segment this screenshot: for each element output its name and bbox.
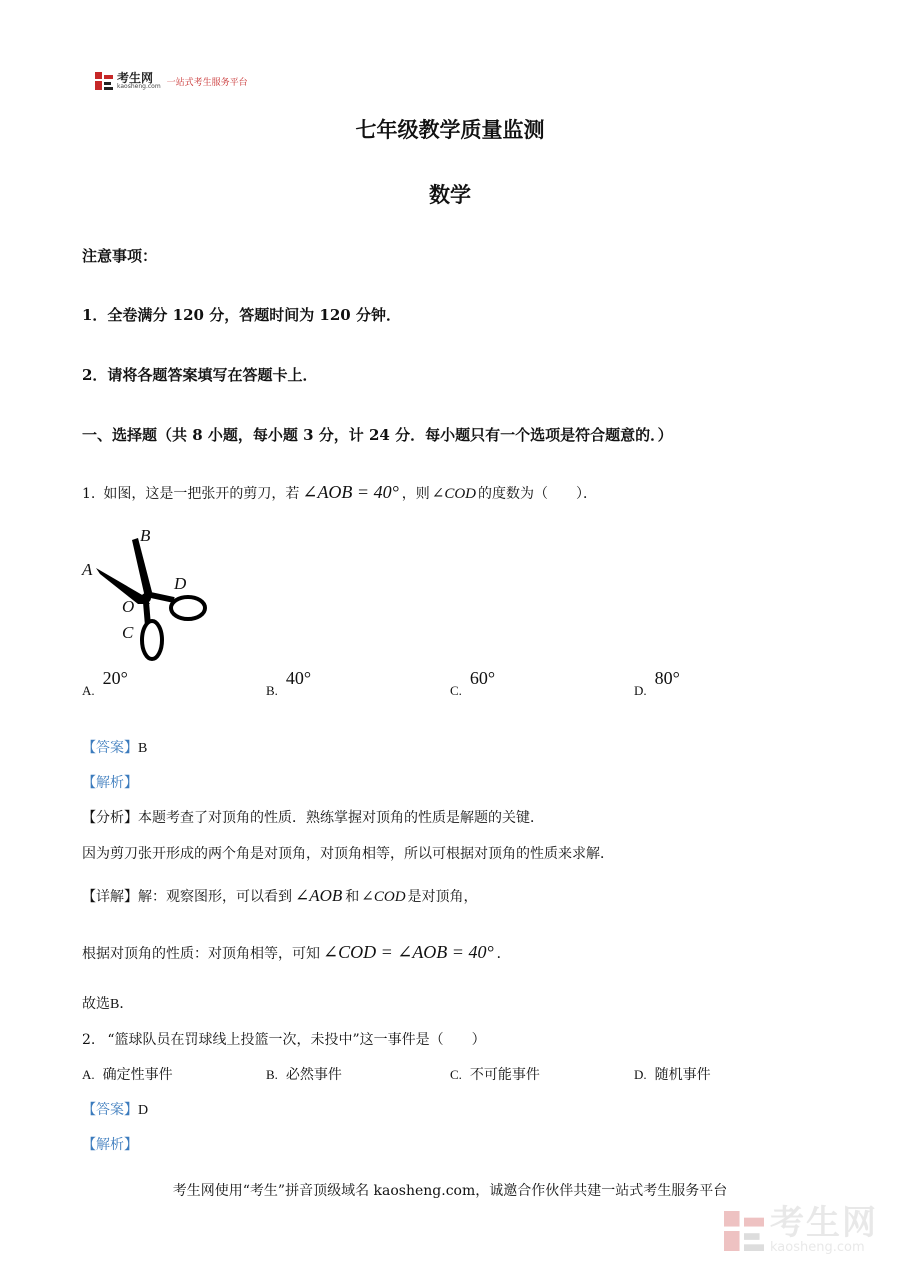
option-letter: A. (82, 683, 95, 698)
option-text: 随机事件 (654, 1067, 711, 1083)
watermark-name: 考生网 (770, 1203, 878, 1243)
option-letter: C. (450, 1067, 462, 1082)
label-o: O (122, 597, 135, 616)
q2-option-d (634, 1064, 711, 1084)
option-value: 40° (285, 668, 312, 688)
conclusion-letter: B (110, 997, 120, 1012)
notes-item-2: 2．请将各题答案填写在答题卡上． (82, 366, 318, 384)
detail-tag: 【详解】 (82, 889, 138, 905)
question-1 (82, 482, 597, 503)
option-text: 必然事件 (285, 1067, 342, 1083)
q1-conclusion (82, 993, 133, 1013)
label-a: A (82, 560, 93, 579)
angle-aob: ∠AOB (295, 886, 343, 905)
subject-title: 数学 (429, 182, 471, 207)
answer-tag: 【答案】 (82, 1102, 138, 1118)
question-text: ，则 (401, 486, 430, 502)
property-text: 根据对顶角的性质：对顶角相等，可知 (82, 946, 320, 962)
scissors-figure (78, 522, 218, 667)
option-value: 60° (469, 668, 496, 688)
detail-text: 解：观察图形，可以看到 (138, 889, 292, 905)
label-d: D (174, 574, 187, 593)
q1-reason: 因为剪刀张开形成的两个角是对顶角，对顶角相等，所以可根据对顶角的性质来求解． (82, 846, 614, 862)
property-end: ． (496, 946, 511, 962)
angle-aob-equation: ∠AOB = 40° (302, 482, 399, 502)
notes-item-1: 1．全卷满分 120 分，答题时间为 120 分钟． (82, 306, 401, 324)
q1-option-a (82, 668, 128, 699)
detail-text: 和 (345, 889, 360, 905)
option-letter: B. (266, 683, 278, 698)
label-c: C (122, 623, 134, 642)
option-letter: D. (634, 1067, 647, 1082)
question-number: 2. (82, 1032, 96, 1048)
option-value: 80° (654, 668, 680, 688)
q1-fenxi (82, 807, 544, 827)
question-2 (82, 1029, 486, 1049)
answer-value: D (138, 1103, 149, 1118)
q1-answer (82, 737, 147, 757)
question-number: 1. (82, 486, 96, 502)
logo-domain: kaosheng.com (117, 83, 161, 90)
q1-property (82, 942, 511, 963)
question-text: 的度数为（ ）． (478, 486, 598, 502)
notes-heading: 注意事项： (82, 247, 158, 265)
option-letter: A. (82, 1067, 95, 1082)
watermark (724, 1203, 878, 1255)
q1-detail (82, 886, 478, 906)
property-equation: ∠COD = ∠AOB = 40° (323, 942, 494, 962)
question-text: “篮球队员在罚球线上投篮一次，未投中”这一事件是（ ） (107, 1032, 486, 1048)
watermark-domain: kaosheng.com (770, 1240, 865, 1255)
q2-option-a (82, 1064, 173, 1084)
option-value: 20° (102, 668, 128, 688)
answer-tag: 【答案】 (82, 740, 138, 756)
page-title: 七年级教学质量监测 (355, 117, 545, 142)
footer-text: 考生网使用“考生”拼音顶级域名 kaosheng.com，诚邀合作伙伴共建一站式考生服务平台 (172, 1183, 728, 1199)
answer-value: B (138, 741, 148, 756)
brand-logo-icon (95, 72, 113, 90)
option-text: 确定性事件 (102, 1067, 173, 1083)
angle-cod: ∠COD (361, 889, 406, 905)
option-text: 不可能事件 (469, 1067, 540, 1083)
option-letter: D. (634, 683, 647, 698)
section-heading: 一、选择题（共 8 小题，每小题 3 分，计 24 分．每小题只有一个选项是符合题意的．） (82, 426, 673, 444)
fenxi-text: 本题考查了对顶角的性质．熟练掌握对顶角的性质是解题的关键． (138, 810, 544, 826)
angle-cod: ∠COD (431, 486, 477, 502)
question-text: 如图，这是一把张开的剪刀，若 (103, 486, 300, 502)
q2-answer (82, 1099, 148, 1119)
detail-text: 是对顶角， (407, 889, 478, 905)
option-letter: B. (266, 1067, 278, 1082)
q1-option-d (634, 668, 680, 699)
header-logo (95, 72, 248, 90)
option-letter: C. (450, 683, 462, 698)
q1-analysis-tag: 【解析】 (82, 775, 138, 791)
watermark-logo-icon (724, 1211, 764, 1251)
fenxi-tag: 【分析】 (82, 810, 138, 826)
q2-analysis-tag: 【解析】 (82, 1137, 138, 1153)
conclusion-text: 故选 (82, 996, 110, 1012)
logo-slogan: 一站式考生服务平台 (166, 77, 248, 88)
logo-name: 考生网 (117, 71, 154, 85)
q2-option-c (450, 1064, 540, 1084)
label-b: B (140, 526, 151, 545)
q1-option-b (266, 668, 312, 699)
conclusion-end: ． (119, 996, 134, 1012)
q1-option-c (450, 668, 496, 699)
q2-option-b (266, 1064, 342, 1084)
